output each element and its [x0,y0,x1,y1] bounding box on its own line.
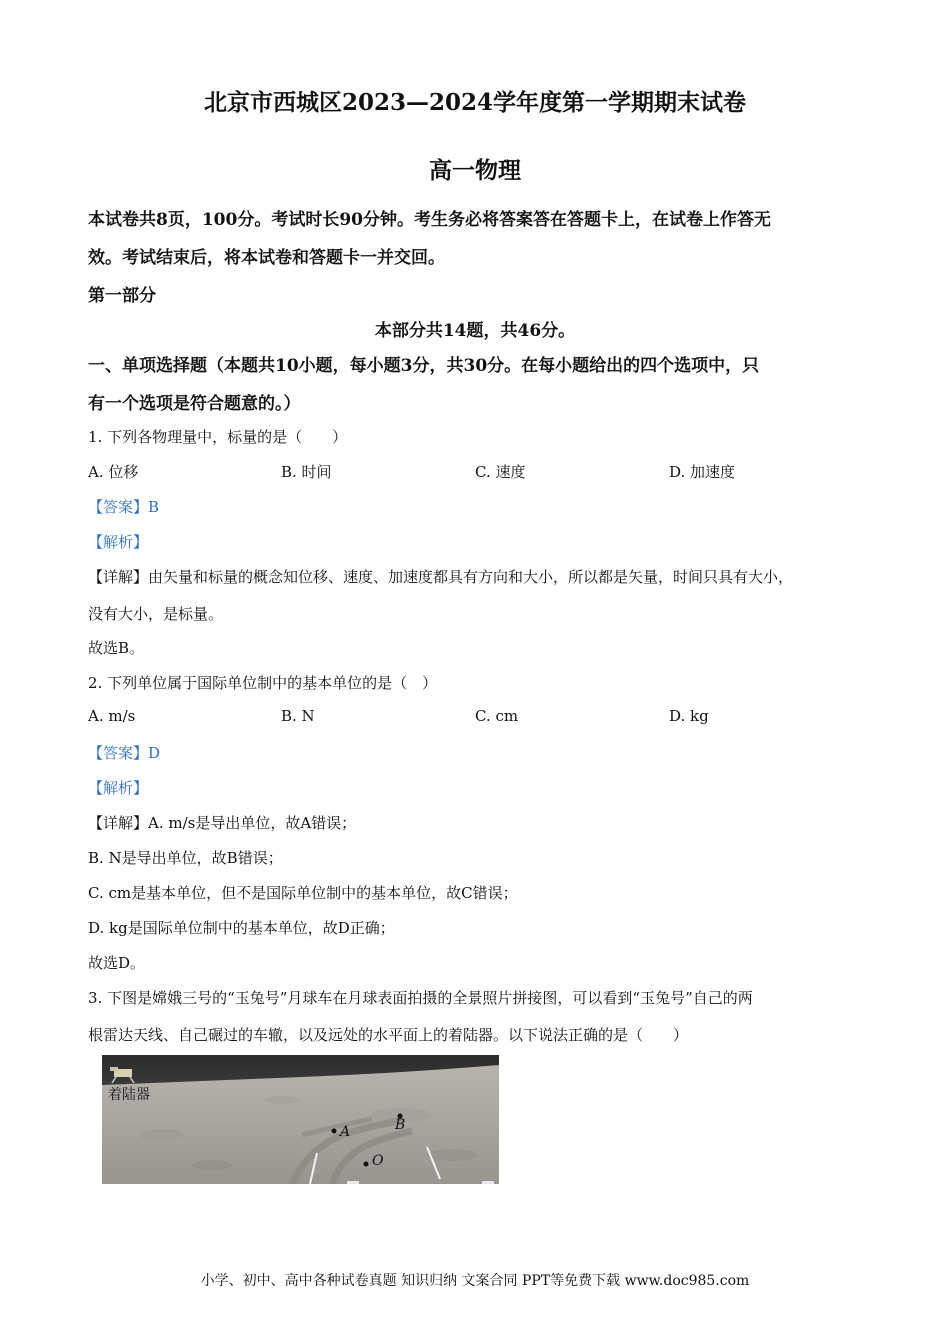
q2-detail-c: C. cm是基本单位，但不是国际单位制中的基本单位，故C错误； [88,884,518,902]
q3-stem-line-1: 3. 下图是嫦娥三号的“玉兔号”月球车在月球表面拍摄的全景照片拼接图，可以看到“玉兔号”自己的两 [88,989,753,1007]
q1-conclusion: 故选B。 [88,639,145,657]
point-o-marker [364,1162,369,1167]
q2-answer: 【答案】D [88,744,161,762]
q1-option-c: C. 速度 [475,463,526,481]
q1-detail-line-2: 没有大小，是标量。 [88,605,224,623]
q1-detail-line-1: 【详解】由矢量和标量的概念知位移、速度、加速度都具有方向和大小，所以都是矢量，时间只具有大小， [88,568,794,586]
q1-stem: 1. 下列各物理量中，标量的是（ ） [88,428,348,446]
q2-detail-a: 【详解】A. m/s是导出单位，故A错误； [88,814,357,832]
point-b-label: B [395,1117,406,1133]
q2-analysis-label: 【解析】 [88,779,149,797]
q2-conclusion: 故选D。 [88,954,146,972]
intro-line-2: 效。考试结束后，将本试卷和答题卡一并交回。 [88,248,445,268]
exam-title: 北京市西城区2023—2024学年度第一学期期末试卷 [203,89,747,116]
q1-option-b: B. 时间 [281,463,332,481]
q2-option-b: B. N [281,707,315,725]
part-description: 本部分共14题，共46分。 [374,321,576,341]
section-heading-line-2: 有一个选项是符合题意的。） [88,394,301,414]
intro-line-1: 本试卷共8页，100分。考试时长90分钟。考生务必将答案答在答题卡上，在试卷上作答无 [88,210,771,230]
q2-option-a: A. m/s [88,707,136,725]
q1-option-a: A. 位移 [88,463,139,481]
q1-answer: 【答案】B [88,498,160,516]
part-label: 第一部分 [88,286,156,306]
lander-label: 着陆器 [108,1087,150,1103]
page-footer: 小学、初中、高中各种试卷真题 知识归纳 文案合同 PPT等免费下载 www.doc985.com [200,1273,750,1289]
q2-detail-d: D. kg是国际单位制中的基本单位，故D正确； [88,919,395,937]
section-heading-line-1: 一、单项选择题（本题共10小题，每小题3分，共30分。在每小题给出的四个选项中，只 [88,356,760,376]
q3-stem-line-2: 根雷达天线、自己碾过的车辙，以及远处的水平面上的着陆器。以下说法正确的是（ ） [88,1026,689,1044]
q1-option-d: D. 加速度 [669,463,736,481]
q2-detail-b: B. N是导出单位，故B错误； [88,849,283,867]
q2-stem: 2. 下列单位属于国际单位制中的基本单位的是（ ） [88,674,438,692]
point-o-label: O [372,1153,384,1169]
q2-option-d: D. kg [669,707,709,725]
q1-analysis-label: 【解析】 [88,533,149,551]
lunar-panorama-figure [102,1055,499,1184]
point-a-label: A [340,1124,351,1140]
q2-option-c: C. cm [475,707,519,725]
exam-subtitle: 高一物理 [429,157,521,184]
point-a-marker [332,1129,337,1134]
